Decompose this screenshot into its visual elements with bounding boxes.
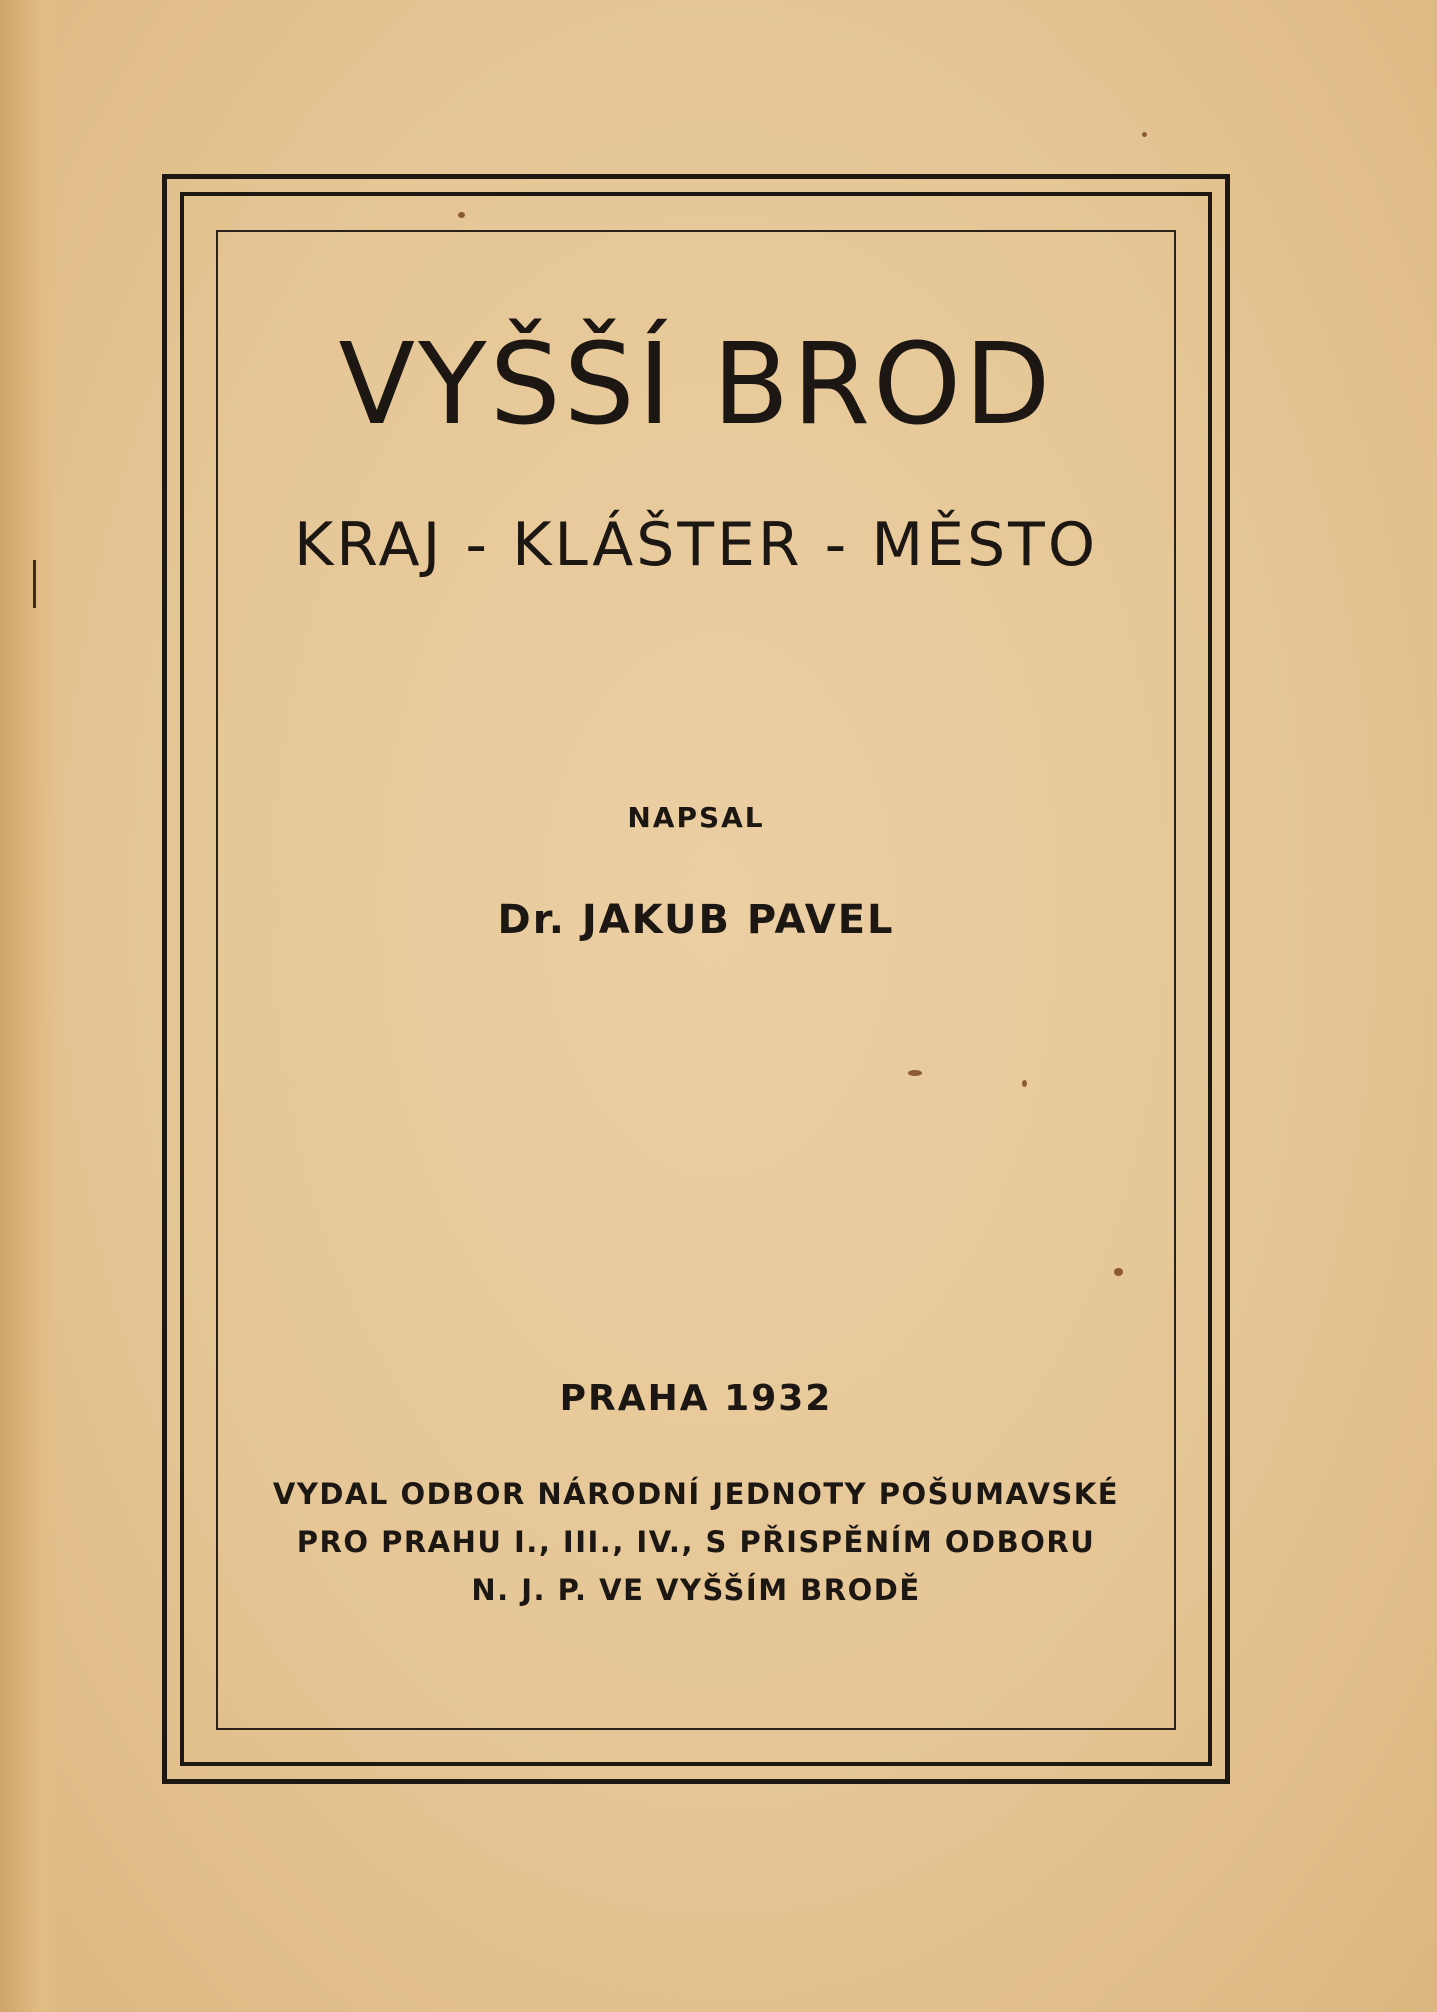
paper-speck bbox=[1142, 132, 1147, 137]
publisher-line: PRO PRAHU I., III., IV., S PŘISPĚNÍM ODBORU bbox=[296, 1525, 1096, 1559]
spine-mark bbox=[33, 560, 36, 608]
author-label: NAPSAL bbox=[627, 801, 765, 834]
cover-subtitle: KRAJ - KLÁŠTER - MĚSTO bbox=[293, 510, 1099, 580]
place-year: PRAHA 1932 bbox=[559, 1378, 833, 1419]
spine-shadow bbox=[0, 0, 60, 2012]
cover-title: VYŠŠÍ BROD bbox=[338, 320, 1054, 450]
publisher-line: VYDAL ODBOR NÁRODNÍ JEDNOTY POŠUMAVSKÉ bbox=[272, 1477, 1120, 1511]
author-name: Dr. JAKUB PAVEL bbox=[497, 897, 895, 943]
publisher-line: N. J. P. VE VYŠŠÍM BRODĚ bbox=[471, 1573, 921, 1607]
publisher-block bbox=[216, 1470, 1176, 1614]
